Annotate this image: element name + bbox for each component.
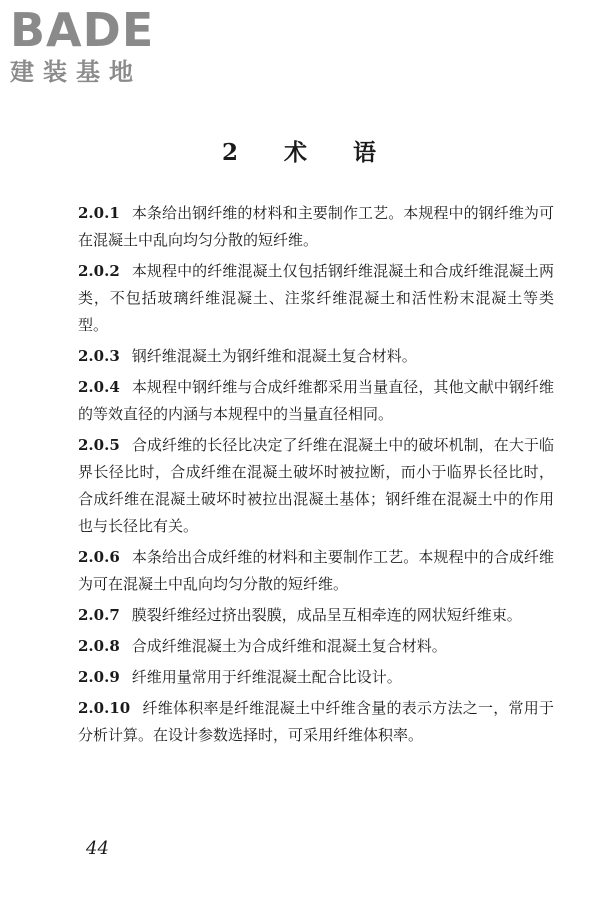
clause-text: 膜裂纤维经过挤出裂膜，成品呈互相牵连的网状短纤维束。	[131, 606, 522, 624]
clause-2-0-8	[78, 633, 554, 660]
clause-text: 钢纤维混凝土为钢纤维和混凝土复合材料。	[131, 347, 417, 365]
clause-text: 本规程中钢纤维与合成纤维都采用当量直径，其他文献中钢纤维的等效直径的内涵与本规程中的当量直径相同。	[78, 378, 554, 423]
clause-2-0-5	[78, 432, 554, 540]
clause-2-0-10	[78, 695, 554, 749]
terms-section	[78, 200, 554, 753]
chapter-title: 2 术 语	[221, 139, 379, 166]
clause-2-0-1	[78, 200, 554, 254]
clause-2-0-6	[78, 544, 554, 598]
clause-number: 2.0.1	[78, 204, 120, 222]
clause-number: 2.0.2	[78, 262, 120, 280]
watermark-subtitle: 建装基地	[10, 58, 142, 86]
page-number: 44	[86, 838, 109, 859]
clause-number: 2.0.9	[78, 668, 120, 686]
clause-2-0-2	[78, 258, 554, 339]
clause-text: 纤维用量常用于纤维混凝土配合比设计。	[131, 668, 402, 686]
clause-number: 2.0.6	[78, 548, 120, 566]
clause-2-0-3	[78, 343, 554, 370]
watermark-brand: BADE	[10, 3, 155, 57]
clause-text: 纤维体积率是纤维混凝土中纤维含量的表示方法之一，常用于分析计算。在设计参数选择时，可采用纤维体积率。	[78, 699, 554, 744]
clause-2-0-7	[78, 602, 554, 629]
clause-text: 本条给出合成纤维的材料和主要制作工艺。本规程中的合成纤维为可在混凝土中乱向均匀分散的短纤维。	[78, 548, 554, 593]
clause-number: 2.0.7	[78, 606, 120, 624]
clause-number: 2.0.3	[78, 347, 120, 365]
clause-text: 本条给出钢纤维的材料和主要制作工艺。本规程中的钢纤维为可在混凝土中乱向均匀分散的短纤维。	[78, 204, 554, 249]
clause-number: 2.0.8	[78, 637, 120, 655]
watermark-logo	[10, 3, 180, 86]
clause-text: 合成纤维的长径比决定了纤维在混凝土中的破坏机制，在大于临界长径比时，合成纤维在混凝土破坏时被拉断，而小于临界长径比时，合成纤维在混凝土破坏时被拉出混凝土基体；钢纤维在混凝土中的作用也与长径比有关。	[78, 436, 554, 535]
clause-number: 2.0.4	[78, 378, 120, 396]
clause-text: 合成纤维混凝土为合成纤维和混凝土复合材料。	[131, 637, 447, 655]
clause-number: 2.0.10	[78, 699, 131, 717]
clause-number: 2.0.5	[78, 436, 120, 454]
clause-text: 本规程中的纤维混凝土仅包括钢纤维混凝土和合成纤维混凝土两类，不包括玻璃纤维混凝土、注浆纤维混凝土和活性粉末混凝土等类型。	[78, 262, 554, 334]
clause-2-0-9	[78, 664, 554, 691]
clause-2-0-4	[78, 374, 554, 428]
